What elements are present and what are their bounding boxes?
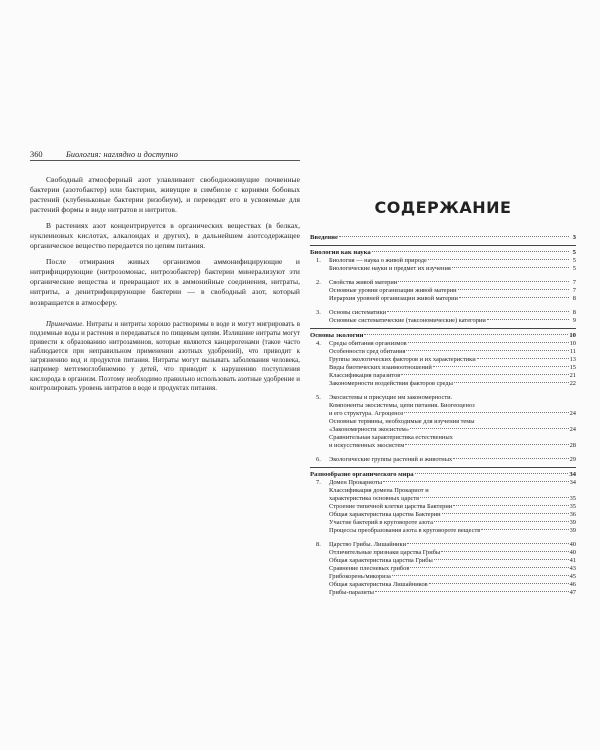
toc-page-number: 47 xyxy=(569,589,576,596)
toc-page-number: 8 xyxy=(572,295,576,302)
toc-entry-chapter xyxy=(310,479,576,487)
toc-page-number: 35 xyxy=(569,495,576,502)
toc-entry-label: Общая характеристика Лишайников xyxy=(329,581,428,588)
toc-page-number: 34 xyxy=(569,471,576,478)
toc-chapter-number: 3. xyxy=(316,309,321,316)
toc-entry-label: Компоненты экосистемы, цепи питания. Биогеоценоз xyxy=(329,402,475,409)
toc-leader xyxy=(487,319,569,320)
toc-leader xyxy=(429,583,569,584)
toc-entry-sub xyxy=(310,317,576,325)
toc-divider xyxy=(310,245,576,246)
toc-page-number: 10 xyxy=(569,332,576,339)
toc-page-number: 46 xyxy=(569,581,576,588)
toc-page-number: 5 xyxy=(572,249,576,256)
toc-leader xyxy=(442,513,569,514)
paragraph: После отмирания живых организмов аммонифицирующие и нитрифицирующие (нитрозомонас, нитрозобактер) бактерии минерализуют эти органические вещества и превращают их в аммонийные соединения, нитраты, нитриты, а денитрифицирующие бактерии — в свободный азот, который возвращается в атмосферу. xyxy=(30,257,300,307)
toc-entry-label: Разнообразие органического мира xyxy=(310,471,414,478)
toc-page-number: 5 xyxy=(572,265,576,272)
toc-page-number: 22 xyxy=(569,380,576,387)
toc-entry-sub xyxy=(310,434,576,442)
toc-entry-sub xyxy=(310,426,576,434)
toc-entry-label: Группы экологических факторов и их характеристики xyxy=(329,356,476,363)
toc-entry-chapter xyxy=(310,309,576,317)
toc-entry-section xyxy=(310,234,576,242)
toc-chapter-number: 4. xyxy=(316,340,321,347)
toc-entry-label: Участие бактерий в круговороте азота xyxy=(329,519,433,526)
toc-leader xyxy=(453,505,568,506)
toc-entry-sub xyxy=(310,527,576,535)
toc-entry-label: Основные систематические (таксономические) категории xyxy=(329,317,486,324)
toc-entry-label: Среды обитания организмов xyxy=(329,340,407,347)
note-text: Нитраты и нитриты хорошо растворимы в воде и могут мигрировать в подземные воды и растения и передаваться по пищевым цепям. Излишние нитраты могут привести к образованию нитрозаминов, которые являются канцерогенами (такое часто наблюдается при неправильном применении азотных удобрений), что приводит к загрязнению вод и продуктов питания. Нитраты могут вызывать заболевания человека, например метгемоглобинемию у детей, что приводит к нарушению поступления кислорода в организм. Поэтому необходимо правильно использовать азотные удобрение и контролировать уровень нитратов в воде и продуктах питания. xyxy=(30,320,300,392)
toc-entry-label: Основы экологии xyxy=(310,332,364,339)
toc-entry-sub xyxy=(310,565,576,573)
toc-page-number: 34 xyxy=(569,479,576,486)
toc-entry-label: Экологические группы растений и животных xyxy=(329,456,453,463)
toc-entry-sub xyxy=(310,549,576,557)
toc-entry-label: Введение xyxy=(310,234,338,241)
toc-leader xyxy=(434,521,569,522)
toc-leader xyxy=(428,259,569,260)
toc-page-number: 8 xyxy=(572,309,576,316)
toc-leader xyxy=(454,382,569,383)
toc-page-number: 7 xyxy=(572,287,576,294)
toc-entry-label: Сравнение плесневых грибов xyxy=(329,565,410,572)
toc-entry-sub xyxy=(310,573,576,581)
toc-entry-label: Основы систематики xyxy=(329,309,387,316)
toc-page-number: 7 xyxy=(572,279,576,286)
toc-leader xyxy=(404,412,568,413)
toc-entry-sub xyxy=(310,364,576,372)
toc-leader xyxy=(392,575,569,576)
toc-entry-chapter xyxy=(310,279,576,287)
toc-entry-sub xyxy=(310,581,576,589)
toc-leader xyxy=(339,236,569,237)
toc-entry-chapter xyxy=(310,541,576,549)
note-label: Примечание. xyxy=(46,320,85,328)
toc-leader xyxy=(452,267,569,268)
toc-leader xyxy=(408,342,569,343)
toc-entry-label: Домен Прокариоты xyxy=(329,479,382,486)
right-page xyxy=(310,198,576,597)
toc-entry-label: Особенности сред обитания xyxy=(329,348,406,355)
toc-leader xyxy=(383,481,569,482)
toc-entry-sub xyxy=(310,372,576,380)
running-title: Биология: наглядно и доступно xyxy=(66,150,178,159)
toc-page-number: 29 xyxy=(569,456,576,463)
note-paragraph xyxy=(30,320,300,393)
toc-divider xyxy=(310,328,576,329)
toc-entry-sub xyxy=(310,519,576,527)
toc-entry-label: Процессы преобразования азота в круговороте веществ xyxy=(329,527,481,534)
toc-leader xyxy=(453,458,568,459)
toc-page-number: 13 xyxy=(569,356,576,363)
toc-leader xyxy=(415,473,569,474)
toc-chapter-number: 1. xyxy=(316,257,321,264)
toc-entry-sub xyxy=(310,487,576,495)
toc-entry-sub xyxy=(310,495,576,503)
toc-page-number: 21 xyxy=(569,372,576,379)
toc-leader xyxy=(364,334,568,335)
toc-page-number: 39 xyxy=(569,519,576,526)
toc-page-number: 41 xyxy=(569,557,576,564)
toc-leader xyxy=(410,567,568,568)
toc-leader xyxy=(387,311,569,312)
toc-entry-label: Иерархия уровней организации живой материи xyxy=(329,295,458,302)
toc-page-number: 24 xyxy=(569,426,576,433)
toc-entry-label: и искусственных экосистем xyxy=(329,442,405,449)
toc-leader xyxy=(459,297,569,298)
toc-entry-sub xyxy=(310,410,576,418)
toc-leader xyxy=(458,289,569,290)
toc-page-number: 36 xyxy=(569,511,576,518)
toc-entry-label: Свойства живой материи xyxy=(329,279,398,286)
toc-leader xyxy=(481,529,568,530)
toc-leader xyxy=(433,366,569,367)
toc-entry-chapter xyxy=(310,456,576,464)
toc-entry-label: Биологические науки и предмет их изучения xyxy=(329,265,451,272)
toc-entry-sub xyxy=(310,418,576,426)
toc-leader xyxy=(410,428,569,429)
toc-entry-label: Отличительные признаки царства Грибы xyxy=(329,549,441,556)
toc-leader xyxy=(420,497,568,498)
paragraph: Свободный атмосферный азот улавливают свободноживущие почвенные бактерии (азотобактер) или бактерии, живущие в симбиозе с корнями бобовых растений (клубеньковые бактерии ризобиум), и переводят его в усвояемые для растений формы в виде нитратов и нитритов. xyxy=(30,175,300,215)
toc-entry-label: Основные термины, необходимые для изучения темы xyxy=(329,418,475,425)
toc-leader xyxy=(406,350,568,351)
left-page xyxy=(30,150,300,399)
toc-entry-chapter xyxy=(310,394,576,402)
toc-entry-label: характеристика основных царств xyxy=(329,495,420,502)
toc-entry-label: Строение типичной клетки царства Бактерии xyxy=(329,503,453,510)
paragraph: В растениях азот концентрируется в органических веществах (в белках, нуклеиновых кислотах, алкалоидах и других), в дальнейшем азотсодержащее органическое вещество передается по цепям питания. xyxy=(30,221,300,251)
toc-chapter-number: 7. xyxy=(316,479,321,486)
toc-leader xyxy=(477,358,569,359)
running-head xyxy=(30,150,300,161)
toc-entry-sub xyxy=(310,348,576,356)
toc-entry-sub xyxy=(310,557,576,565)
toc-entry-label: Грибокорень/микориза xyxy=(329,573,391,580)
toc-entry-sub xyxy=(310,511,576,519)
toc-entry-section xyxy=(310,249,576,257)
toc-entry-label: Царство Грибы. Лишайники xyxy=(329,541,406,548)
toc-leader xyxy=(407,543,569,544)
toc-entry-section xyxy=(310,332,576,340)
toc-entry-label: Биология — наука о живой природе xyxy=(329,257,427,264)
toc-leader xyxy=(434,559,569,560)
toc-page-number: 45 xyxy=(569,573,576,580)
toc-entry-label: Общая характеристика царства Бактерии xyxy=(329,511,441,518)
toc-entry-sub xyxy=(310,356,576,364)
toc-entry-label: Классификация домена Прокариот и xyxy=(329,487,429,494)
toc-page-number: 35 xyxy=(569,503,576,510)
toc-entry-label: Классификация паразитов xyxy=(329,372,401,379)
toc-chapter-number: 5. xyxy=(316,394,321,401)
toc-page-number: 9 xyxy=(572,317,576,324)
toc-page-number: 39 xyxy=(569,527,576,534)
toc-entry-sub xyxy=(310,265,576,273)
toc-entry-chapter xyxy=(310,340,576,348)
toc-page-number: 15 xyxy=(569,364,576,371)
toc-leader xyxy=(401,374,568,375)
toc-entry-label: Экосистемы и присущие им закономерности. xyxy=(329,394,453,401)
body-text xyxy=(30,175,300,393)
toc-entry-label: Основные уровни организации живой материи xyxy=(329,287,457,294)
toc-entry-sub xyxy=(310,402,576,410)
toc-entry-chapter xyxy=(310,257,576,265)
toc-leader xyxy=(375,591,569,592)
toc-entry-label: Грибы-паразиты xyxy=(329,589,374,596)
toc-page-number: 28 xyxy=(569,442,576,449)
toc-leader xyxy=(398,281,569,282)
toc-leader xyxy=(441,551,568,552)
toc-entry-label: и его структура. Агроценоз xyxy=(329,410,404,417)
toc-chapter-number: 8. xyxy=(316,541,321,548)
toc-leader xyxy=(372,251,569,252)
toc-divider xyxy=(310,467,576,468)
toc-entry-section xyxy=(310,471,576,479)
toc-title: СОДЕРЖАНИЕ xyxy=(374,198,512,217)
toc-page-number: 24 xyxy=(569,410,576,417)
toc-page-number: 3 xyxy=(572,234,576,241)
page-number: 360 xyxy=(30,150,43,159)
toc-page-number: 11 xyxy=(569,348,576,355)
toc-entry-label: Закономерности воздействия факторов среды xyxy=(329,380,453,387)
toc-chapter-number: 2. xyxy=(316,279,321,286)
toc-entry-sub xyxy=(310,589,576,597)
toc-entry-sub xyxy=(310,380,576,388)
toc-entry-label: Сравнительная характеристика естественных xyxy=(329,434,453,441)
toc-entry-label: «Закономерности экосистем» xyxy=(329,426,410,433)
toc-page-number: 40 xyxy=(569,549,576,556)
toc-entry-sub xyxy=(310,287,576,295)
toc-page-number: 5 xyxy=(572,257,576,264)
toc-entry-label: Биология как наука xyxy=(310,249,371,256)
toc-entry-sub xyxy=(310,442,576,450)
toc-page-number: 43 xyxy=(569,565,576,572)
toc-entry-sub xyxy=(310,503,576,511)
toc-entry-label: Общая характеристика царства Грибы xyxy=(329,557,433,564)
toc-page-number: 40 xyxy=(569,541,576,548)
toc-page-number: 10 xyxy=(569,340,576,347)
toc-entry-sub xyxy=(310,295,576,303)
toc-list xyxy=(310,234,576,597)
toc-leader xyxy=(405,444,568,445)
toc-entry-label: Виды биотических взаимоотношений xyxy=(329,364,432,371)
toc-chapter-number: 6. xyxy=(316,456,321,463)
